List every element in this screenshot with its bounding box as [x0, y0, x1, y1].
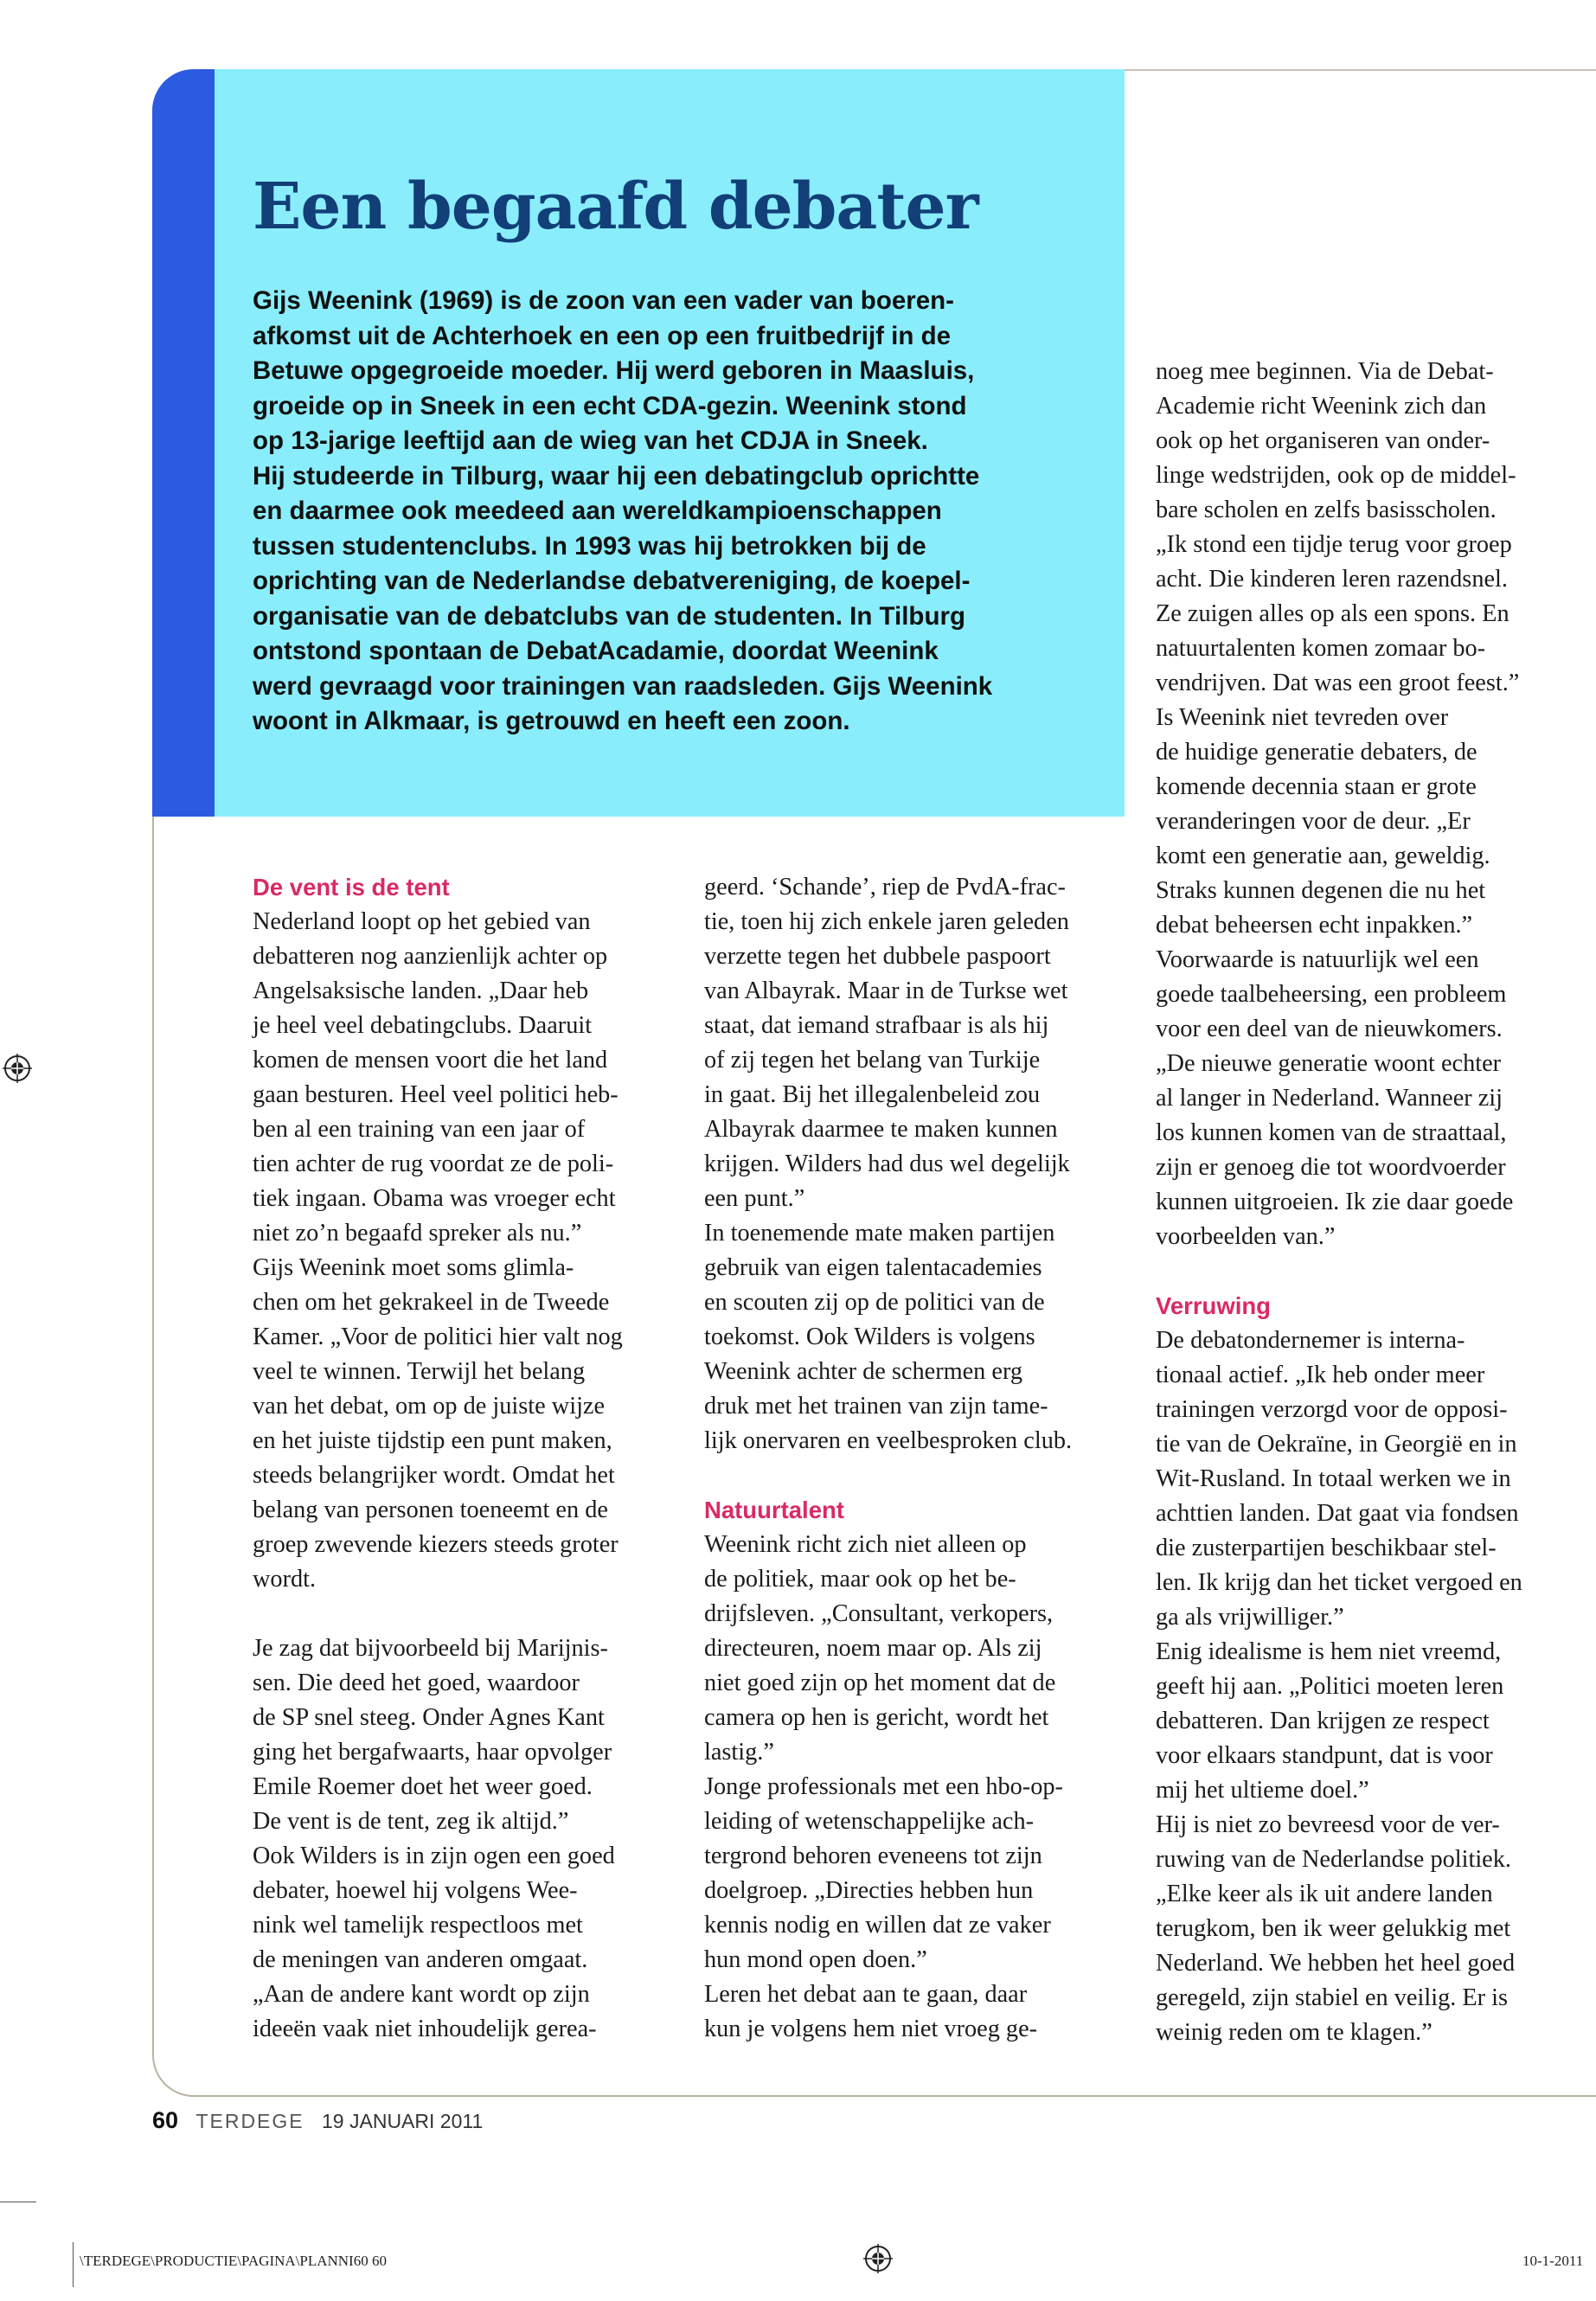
text-line: Weenink achter de schermen erg	[704, 1358, 1023, 1385]
issue-date: 19 JANUARI 2011	[322, 2110, 484, 2132]
text-line: kunnen uitgroeien. Ik zie daar goede	[1156, 1189, 1514, 1215]
text-line: Gijs Weenink moet soms glimla-	[253, 1254, 574, 1281]
text-line: Hij is niet zo bevreesd voor de ver-	[1156, 1811, 1500, 1838]
text-line: „De nieuwe generatie woont echter	[1156, 1050, 1502, 1077]
text-line: De debatondernemer is interna-	[1156, 1327, 1465, 1354]
text-line: groep zwevende kiezers steeds groter	[253, 1531, 619, 1558]
text-line: terugkom, ben ik weer gelukkig met	[1156, 1915, 1511, 1942]
text-line: veel te winnen. Terwijl het belang	[253, 1358, 586, 1385]
text-line: ruwing van de Nederlandse politiek.	[1156, 1846, 1511, 1873]
text-line: ben al een training van een jaar of	[253, 1116, 586, 1143]
page-number: 60	[152, 2107, 179, 2133]
text-line: in gaat. Bij het illegalenbeleid zou	[704, 1081, 1041, 1108]
text-line: tussen studentenclubs. In 1993 was hij betrokken bij de	[253, 531, 926, 561]
text-line: geerd. ‘Schande’, riep de PvdA-frac-	[704, 874, 1066, 901]
text-line: Nederland. We hebben het heel goed	[1156, 1950, 1516, 1977]
registration-mark-icon	[863, 2244, 893, 2273]
text-line: en het juiste tijdstip een punt maken,	[253, 1427, 612, 1454]
text-line: op 13-jarige leeftijd aan de wieg van het CDJA in Sneek.	[253, 426, 928, 455]
text-line: tien achter de rug voordat ze de poli-	[253, 1150, 614, 1177]
column-2-part-1	[704, 870, 1072, 1458]
text-line: tionaal actief. „Ik heb onder meer	[1156, 1362, 1485, 1388]
text-line: Je zag dat bijvoorbeeld bij Marijnis-	[253, 1635, 608, 1662]
text-line: len. Ik krijg dan het ticket vergoed en	[1156, 1569, 1522, 1596]
text-line: werd gevraagd voor trainingen van raadsleden. Gijs Weenink	[253, 671, 993, 701]
text-line: noeg mee beginnen. Via de Debat-	[1156, 358, 1494, 385]
text-line: bare scholen en zelfs basisscholen.	[1156, 497, 1497, 523]
text-line: Gijs Weenink (1969) is de zoon van een vader van boeren-	[253, 286, 954, 315]
text-line: chen om het gekrakeel in de Tweede	[253, 1289, 610, 1316]
text-line: niet zo’n begaafd spreker als nu.”	[253, 1220, 582, 1247]
text-line: acht. Die kinderen leren razendsnel.	[1156, 566, 1508, 593]
text-line: debatteren. Dan krijgen ze respect	[1156, 1708, 1490, 1734]
text-line: Ook Wilders is in zijn ogen een goed	[253, 1843, 615, 1869]
text-line: natuurtalenten komen zomaar bo-	[1156, 635, 1486, 662]
text-line: goede taalbeheersing, een probleem	[1156, 981, 1507, 1008]
text-line: ging het bergafwaarts, haar opvolger	[253, 1739, 612, 1766]
text-line: Betuwe opgegroeide moeder. Hij werd geboren in Maasluis,	[253, 356, 975, 385]
text-line: de SP snel steeg. Onder Agnes Kant	[253, 1704, 605, 1731]
text-line: je heel veel debatingclubs. Daaruit	[253, 1012, 593, 1039]
text-line: geregeld, zijn stabiel en veilig. Er is	[1156, 1984, 1509, 2011]
text-line: gebruik van eigen talentacademies	[704, 1254, 1042, 1281]
text-line: Hij studeerde in Tilburg, waar hij een debatingclub oprichtte	[253, 461, 980, 490]
text-line: voor elkaars standpunt, dat is voor	[1156, 1742, 1493, 1769]
text-line: druk met het trainen van zijn tame-	[704, 1393, 1048, 1420]
slug-path: \TERDEGE\PRODUCTIE\PAGINA\PLANNI60 60	[80, 2253, 387, 2269]
column-2	[704, 870, 1072, 2047]
text-line: oprichting van de Nederlandse debatvereniging, de koepel-	[253, 567, 971, 595]
text-line: komt een generatie aan, geweldig.	[1156, 843, 1490, 869]
text-line: Angelsaksische landen. „Daar heb	[253, 977, 589, 1004]
text-line: toekomst. Ook Wilders is volgens	[704, 1324, 1035, 1350]
text-line: tie van de Oekraïne, in Georgië en in	[1156, 1431, 1517, 1458]
text-line: Leren het debat aan te gaan, daar	[704, 1981, 1028, 2008]
text-line: ontstond spontaan de DebatAcadamie, doordat Weenink	[253, 637, 939, 665]
text-line: gaan besturen. Heel veel politici heb-	[253, 1081, 619, 1108]
text-line: mij het ultieme doel.”	[1156, 1777, 1369, 1804]
text-line: en daarmee ook meedeed aan wereldkampioenschappen	[253, 497, 942, 525]
text-line: wordt.	[253, 1566, 317, 1593]
text-line: tiek ingaan. Obama was vroeger echt	[253, 1185, 616, 1212]
text-line: verzette tegen het dubbele paspoort	[704, 943, 1051, 970]
text-line: van het debat, om op de juiste wijze	[253, 1393, 606, 1420]
text-line: voorbeelden van.”	[1156, 1223, 1336, 1250]
text-line: veranderingen voor de deur. „Er	[1156, 808, 1471, 835]
text-line: krijgen. Wilders had dus wel degelijk	[704, 1150, 1070, 1177]
text-line: „Aan de andere kant wordt op zijn	[253, 1981, 590, 2008]
text-line: lijk onervaren en veelbesproken club.	[704, 1427, 1073, 1454]
text-line: komen de mensen voort die het land	[253, 1047, 608, 1074]
column-1-part-1	[253, 905, 623, 1597]
text-line: „Elke keer als ik uit andere landen	[1156, 1881, 1493, 1907]
text-line: of zij tegen het belang van Turkije	[704, 1047, 1041, 1074]
text-line: debater, hoewel hij volgens Wee-	[253, 1877, 578, 1904]
text-line: leiding of wetenschappelijke ach-	[704, 1808, 1035, 1835]
text-line: woont in Alkmaar, is getrouwd en heeft een zoon.	[253, 707, 850, 735]
text-line: die zusterpartijen beschikbaar stel-	[1156, 1535, 1497, 1561]
text-line: „Ik stond een tijdje terug voor groep	[1156, 531, 1512, 558]
text-line: nink wel tamelijk respectloos met	[253, 1912, 583, 1939]
text-line: Ze zuigen alles op als een spons. En	[1156, 600, 1509, 627]
text-line: niet goed zijn op het moment dat de	[704, 1670, 1056, 1696]
text-line: voor een deel van de nieuwkomers.	[1156, 1016, 1503, 1042]
publication-name: TERDEGE	[195, 2110, 304, 2132]
text-line: De vent is de tent, zeg ik altijd.”	[253, 1808, 569, 1835]
text-line: groeide op in Sneek in een echt CDA-gezin. Weenink stond	[253, 391, 967, 420]
text-line: Jonge professionals met een hbo-op-	[704, 1773, 1063, 1800]
text-line: afkomst uit de Achterhoek en een op een fruitbedrijf in de	[253, 321, 952, 350]
text-line: Nederland loopt op het gebied van	[253, 908, 591, 935]
text-line: los kunnen komen van de straattaal,	[1156, 1119, 1507, 1146]
text-line: een punt.”	[704, 1185, 805, 1212]
column-2-part-2	[704, 1528, 1072, 2047]
text-line: Wit-Rusland. In totaal werken we in	[1156, 1465, 1511, 1492]
column-3	[1156, 355, 1522, 2050]
subheading-verruwing: Verruwing	[1156, 1292, 1271, 1319]
accent-bar	[152, 69, 215, 817]
text-line: Straks kunnen degenen die nu het	[1156, 877, 1486, 904]
text-line: van Albayrak. Maar in de Turkse wet	[704, 977, 1068, 1004]
text-line: ideeën vaak niet inhoudelijk gerea-	[253, 2016, 597, 2042]
text-line: linge wedstrijden, ook op de middel-	[1156, 462, 1516, 489]
text-line: weinig reden om te klagen.”	[1156, 2019, 1433, 2046]
article-headline: Een begaafd debater	[253, 170, 978, 244]
text-line: geeft hij aan. „Politici moeten leren	[1156, 1673, 1504, 1700]
text-line: trainingen verzorgd voor de opposi-	[1156, 1396, 1508, 1423]
text-line: drijfsleven. „Consultant, verkopers,	[704, 1600, 1054, 1627]
text-line: ga als vrijwilliger.”	[1156, 1604, 1344, 1631]
text-line: zijn er genoeg die tot woordvoerder	[1156, 1154, 1506, 1181]
text-line: hun mond open doen.”	[704, 1946, 927, 1973]
lead-paragraph	[253, 284, 1109, 740]
text-line: Enig idealisme is hem niet vreemd,	[1156, 1638, 1502, 1665]
text-line: achttien landen. Dat gaat via fondsen	[1156, 1500, 1519, 1527]
text-line: Academie richt Weenink zich dan	[1156, 393, 1487, 420]
text-line: al langer in Nederland. Wanneer zij	[1156, 1085, 1503, 1112]
text-line: organisatie van de debatclubs van de studenten. In Tilburg	[253, 601, 965, 631]
text-line: ook op het organiseren van onder-	[1156, 427, 1490, 454]
text-line: debatteren nog aanzienlijk achter op	[253, 943, 608, 970]
text-line: steeds belangrijker wordt. Omdat het	[253, 1462, 615, 1489]
text-line: Kamer. „Voor de politici hier valt nog	[253, 1324, 623, 1350]
text-line: sen. Die deed het goed, waardoor	[253, 1670, 580, 1696]
text-line: en scouten zij op de politici van de	[704, 1289, 1045, 1316]
subheading-natuurtalent: Natuurtalent	[704, 1497, 844, 1523]
text-line: directeuren, noem maar op. Als zij	[704, 1635, 1042, 1662]
text-line: Emile Roemer doet het weer goed.	[253, 1773, 593, 1800]
column-3-part-1	[1156, 355, 1522, 1254]
text-line: Voorwaarde is natuurlijk wel een	[1156, 946, 1479, 973]
text-line: kennis nodig en willen dat ze vaker	[704, 1912, 1051, 1939]
slug-date: 10-1-2011	[1522, 2253, 1584, 2269]
text-line: debat beheersen echt inpakken.”	[1156, 912, 1473, 939]
text-line: de huidige generatie debaters, de	[1156, 739, 1477, 766]
text-line: tie, toen hij zich enkele jaren geleden	[704, 908, 1069, 935]
crop-mark	[73, 2242, 74, 2287]
text-line: Albayrak daarmee te maken kunnen	[704, 1116, 1058, 1143]
text-line: kun je volgens hem niet vroeg ge-	[704, 2016, 1038, 2042]
text-line: lastig.”	[704, 1739, 774, 1766]
text-line: camera op hen is gericht, wordt het	[704, 1704, 1049, 1731]
page-footer	[152, 2107, 483, 2134]
text-line: staat, dat iemand strafbaar is als hij	[704, 1012, 1049, 1039]
text-line: de meningen van anderen omgaat.	[253, 1946, 588, 1973]
column-3-part-2	[1156, 1324, 1522, 2050]
subheading-de-vent-is-de-tent: De vent is de tent	[253, 874, 450, 901]
text-line: tergrond behoren eveneens tot zijn	[704, 1843, 1042, 1869]
text-line: vendrijven. Dat was een groot feest.”	[1156, 670, 1520, 696]
text-line: Is Weenink niet tevreden over	[1156, 704, 1449, 731]
text-line: doelgroep. „Directies hebben hun	[704, 1877, 1034, 1904]
registration-mark-icon	[3, 1054, 32, 1083]
text-line: In toenemende mate maken partijen	[704, 1220, 1055, 1247]
text-line: de politiek, maar ook op het be-	[704, 1566, 1016, 1593]
text-line: Weenink richt zich niet alleen op	[704, 1531, 1027, 1558]
text-line: belang van personen toeneemt en de	[253, 1497, 608, 1523]
text-line: komende decennia staan er grote	[1156, 773, 1477, 800]
column-1	[253, 870, 623, 2047]
column-1-part-2	[253, 1631, 623, 2047]
